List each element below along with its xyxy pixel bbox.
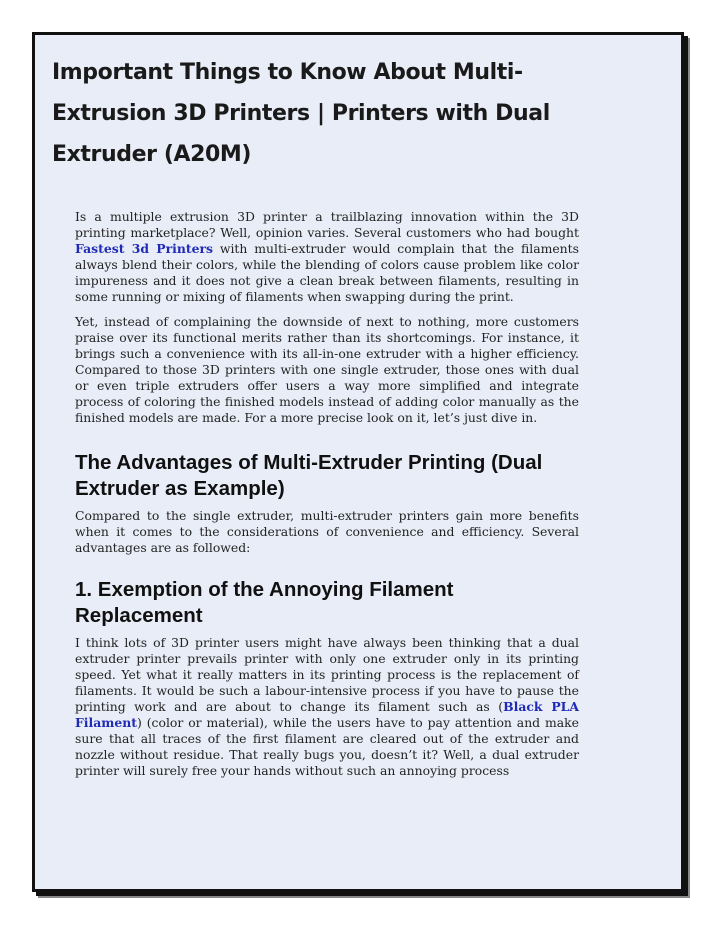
intro-paragraph-1 bbox=[75, 209, 579, 305]
document-body bbox=[75, 209, 579, 779]
exemption-heading: 1. Exemption of the Annoying Filament Replacement bbox=[75, 578, 454, 627]
fastest-3d-printers-link[interactable]: Fastest 3d Printers bbox=[75, 241, 213, 256]
intro-text-after-link: with multi-extruder would complain that the filaments always blend their colors, while the blending of colors cause problem like color impureness and it does not give a clean break between filaments, resulting in some running or mixing of filaments when swapping during the print. bbox=[75, 241, 579, 304]
document-title: Important Things to Know About Multi-Extrusion 3D Printers | Printers with Dual Extruder (A20M) bbox=[52, 60, 550, 167]
black-pla-filament-link[interactable]: Black PLA Filament bbox=[75, 699, 579, 730]
exemption-text-after-link: ) (color or material), while the users have to pay attention and make sure that all traces of the first filament are cleared out of the extruder and nozzle without residue. That really bugs you, doesn’t it? Well, a dual extruder printer will surely free your hands without such an annoying process bbox=[75, 715, 579, 778]
intro-paragraph-2: Yet, instead of complaining the downside of next to nothing, more customers praise over its functional merits rather than its shortcomings. For instance, it brings such a convenience with its all-in-one extruder with a higher efficiency. Compared to those 3D printers with one single extruder, those ones with dual or even triple extruders offer users a way more simplified and integrate process of coloring the finished models instead of adding color manually as the finished models are made. For a more precise look on it, let’s just dive in. bbox=[75, 314, 579, 425]
exemption-text-before-link: I think lots of 3D printer users might have always been thinking that a dual extruder printer prevails printer with only one extruder only in its printing speed. Yet what it really matters in its printing process is the replacement of filaments. It would be such a labour-intensive process if you have to pause the printing work and are about to change its filament such as ( bbox=[75, 635, 579, 714]
advantages-paragraph: Compared to the single extruder, multi-extruder printers gain more benefits when it comes to the considerations of convenience and efficiency. Several advantages are as followed: bbox=[75, 508, 579, 555]
exemption-paragraph bbox=[75, 635, 579, 779]
advantages-heading: The Advantages of Multi-Extruder Printing (Dual Extruder as Example) bbox=[75, 451, 543, 500]
intro-text-before-link: Is a multiple extrusion 3D printer a trailblazing innovation within the 3D printing marketplace? Well, opinion varies. Several customers who had bought bbox=[75, 209, 579, 240]
